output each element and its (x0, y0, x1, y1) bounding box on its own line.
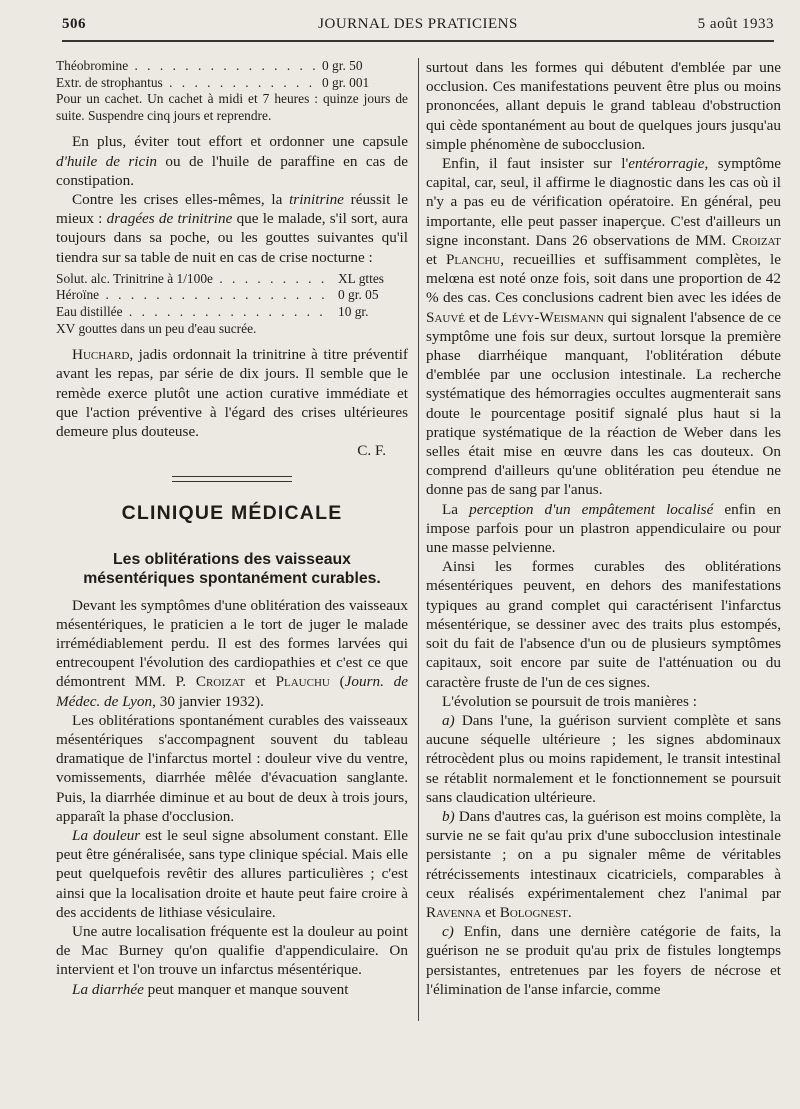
right-column (426, 58, 781, 999)
paragraph: b) Dans d'autres cas, la guérison est moins complète, la survie ne se fait qu'au prix d'une subocclusion intestinale persistante ; on a pu signaler même de véritables rétrécissements intestinaux cicatriciels, comparables à ceux réalisés expérimentalement chez l'animal par Ravenna et Bolognest. (426, 807, 781, 921)
paragraph: Une autre localisation fréquente est la douleur au point de Mac Burney qu'on qualifie d'appendiculaire. On intervient et l'on trouve un infarctus mésentérique. (56, 923, 408, 979)
paragraph: a) Dans l'une, la guérison survient complète et sans aucune séquelle ultérieure ; les signes abdominaux rétrocèdent plus ou moins rapidement, le transit intestinal se rétablit normalement et le fonctionnement se poursuit sans claudication ultérieure. (426, 711, 781, 806)
paragraph: La douleur est le seul signe absolument constant. Elle peut être généralisée, sans type clinique spécial. Mais elle peut quelquefois revêtir des allures particulières ; c'est ainsi que la localisation droite et haute peut faire croire à des accidents de lithiase vésiculaire. (56, 827, 408, 921)
left-column (56, 58, 408, 999)
issue-date: 5 août 1933 (697, 16, 774, 32)
paragraph: La diarrhée peut manquer et manque souvent (72, 980, 349, 998)
paragraph: Devant les symptômes d'une oblitération des vaisseaux mésentériques, le praticien a le tort de juger le malade irrémédiablement perdu. Il est des formes larvées qui entrecoupent l'évolution des cardiopathies et c'est ce que démontrent MM. P. Croizat et Plauchu (Journ. de Médec. de Lyon, 30 janvier 1932). (56, 596, 408, 710)
paragraph: La perception d'un empâtement localisé enfin en impose parfois pour un plastron appendiculaire ou pour une masse pelvienne. (426, 500, 781, 557)
prescription-2 (56, 271, 408, 337)
column-divider (418, 58, 419, 1021)
paragraph: surtout dans les formes qui débutent d'emblée par une occlusion. Ces manifestations peuvent être plus ou moins prononcées, allant depuis le grand tableau d'obstruction qui cède spontanément au bout de quelques jours jusqu'au simple phénomène de subocclusion. (426, 59, 781, 153)
prescription-instruction: Pour un cachet. Un cachet à midi et 7 heures : quinze jours de suite. Suspendre cinq jours et reprendre. (56, 91, 408, 123)
article-title: Les oblitérations des vaisseaux mésentériques spontanément curables. (83, 550, 381, 587)
section-title: CLINIQUE MÉDICALE (121, 502, 343, 525)
prescription-line: Théobromine . . . 0 gr. 50 (56, 58, 408, 75)
prescription-line: Solut. alc. Trinitrine à 1/100e . . . XL gttes (56, 271, 408, 288)
prescription-line: Eau distillée . . . 10 gr. (56, 304, 408, 321)
paragraph: L'évolution se poursuit de trois manières : (442, 692, 697, 710)
paragraph: Contre les crises elles-mêmes, la trinitrine réussit le mieux : dragées de trinitrine que le malade, s'il sort, aura toujours dans sa poche, ou les gouttes suivantes qu'il tiendra sur sa table de nuit en cas de crise nocturne : (56, 190, 408, 266)
section-divider (172, 476, 292, 482)
paragraph: Les oblitérations spontanément curables des vaisseaux mésentériques s'accompagnent souvent du tableau dramatique de l'infarctus mortel : douleur vive du ventre, vomissements, diarrhée mêlée d'évacuation sanglante. Puis, la diarrhée diminue et au bout de deux à trois jours, apparaît la phase d'occlusion. (56, 711, 408, 825)
paragraph: Huchard, jadis ordonnait la trinitrine à titre préventif avant les repas, par série de dix jours. Il semble que le remède exerce plutôt une action curative immédiate et que l'action préventive à l'égard des crises ultérieures demeure plus douteuse. (56, 346, 408, 440)
paragraph: c) Enfin, dans une dernière catégorie de faits, la guérison ne se produit qu'au prix de fistules longtemps persistantes, entretenues par les foyers de nécrose et l'élimination de l'anse infarcie, comme (426, 923, 781, 998)
prescription-line: Héroïne . . . 0 gr. 05 (56, 287, 408, 304)
page-number: 506 (62, 16, 86, 32)
journal-title: JOURNAL DES PRATICIENS (318, 16, 518, 32)
signature: C. F. (357, 442, 386, 460)
paragraph: Enfin, il faut insister sur l'entérorragie, symptôme capital, car, seul, il affirme le diagnostic dans les cas où il n'y a pas eu de vérification opératoire. En général, peu importante, elle peut passer inaperçue. C'est d'ailleurs un signe inconstant. Dans 26 observations de MM. Croizat et Planchu, recueillies et suffisamment complètes, le melœna est noté onze fois, soit dans une proportion de 42 % des cas. Ces conclusions cadrent bien avec les idées de Sauvé et de Lévy-Weismann qui signalent l'absence de ce symptôme une fois sur deux, surtout lorsque la première phase diarrhéique manquant, l'oblitération débute d'emblée par une occlusion intestinale. La recherche systématique des hémorragies occultes augmenterait sans doute le pourcentage positif signalé plus haut si la pratique systématique de la réaction de Weber dans les selles était mise en œuvre dans les cas douteux. On comprend d'ailleurs qu'une oblitération peu étendue ne donne pas de sang par l'anus. (426, 155, 782, 499)
header-rule (62, 40, 774, 42)
paragraph: Ainsi les formes curables des oblitérations mésentériques peuvent, en dehors des manifestations typiques au grand complet qui caractérisent l'infarctus mésentérique, se dessiner avec des traits plus estompés, soit du fait de l'absence d'un ou de plusieurs symptômes capitaux, soit encore par suite de l'atténuation ou du caractère fruste de l'un de ces signes. (426, 558, 781, 691)
paragraph: En plus, éviter tout effort et ordonner une capsule d'huile de ricin ou de l'huile de paraffine en cas de constipation. (56, 133, 408, 189)
prescription-line: Extr. de strophantus . . . 0 gr. 001 (56, 75, 408, 92)
prescription-instruction: XV gouttes dans un peu d'eau sucrée. (56, 320, 257, 336)
prescription-1 (56, 58, 408, 124)
